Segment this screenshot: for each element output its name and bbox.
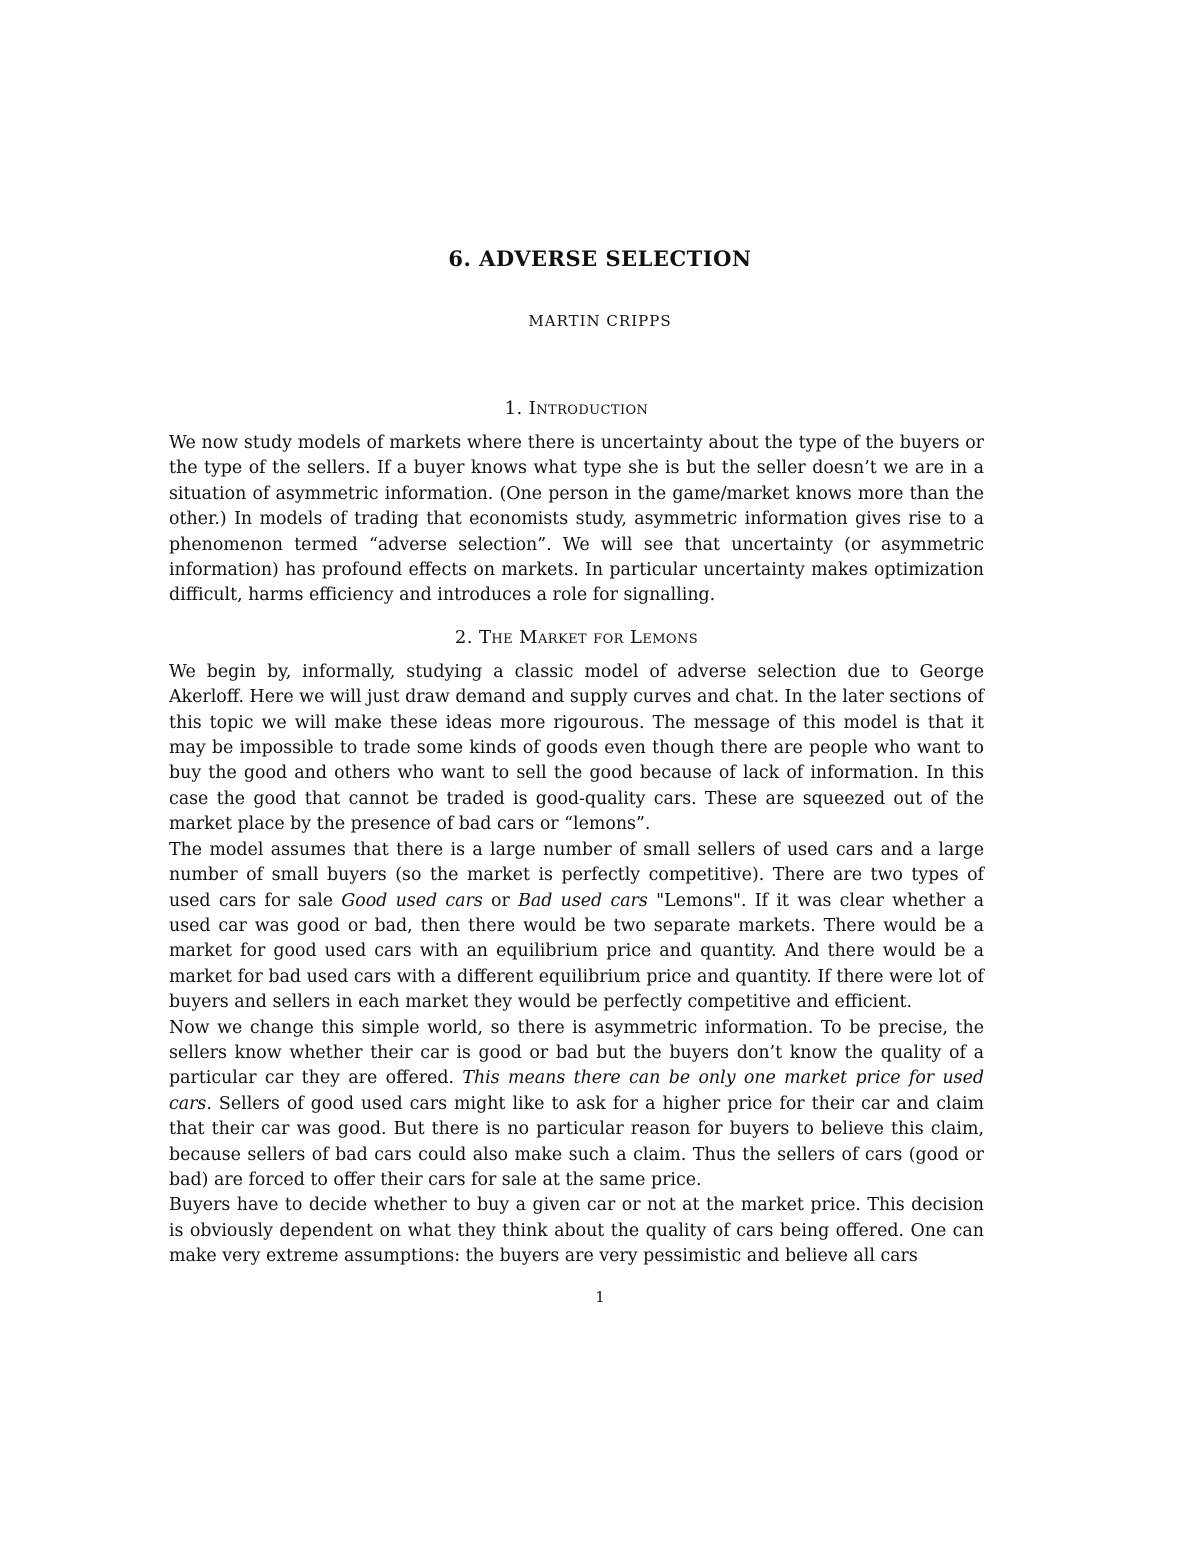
paragraph-intro: We now study models of markets where there is uncertainty about the type of the buyers or the type of the sellers. If a buyer knows what type she is but the seller doesn’t we are in a situation of asymmetric information. (One person in the game/market knows more than the other.) In models of trading that economists study, asymmetric information gives rise to a phenomenon termed “adverse selection”. We will see that uncertainty (or asymmetric information) has profound effects on markets. In particular uncertainty makes optimization difficult, harms efficiency and introduces a role for signalling. xyxy=(169,433,984,606)
section-heading-market-for-lemons: 2. The Market for Lemons xyxy=(454,626,699,648)
italic-bad-used-cars: Bad used cars xyxy=(518,890,648,911)
text-run: The model assumes that there is a large number of small sellers of used cars and a large number of small buyers (so the market is perfectly competitive). There are two types of used cars for sale xyxy=(169,839,984,911)
section-heading-introduction: 1. Introduction xyxy=(504,398,649,419)
text-run: or xyxy=(482,890,519,911)
paragraph-lemons-1: We begin by, informally, studying a classic model of adverse selection due to George Akerloff. Here we will just draw demand and supply curves and chat. In the later sections of this topic we will make these ideas more rigourous. The message of this model is that it may be impossible to trade some kinds of goods even though there are people who want to buy the good and others who want to sell the good because of lack of information. In this case the good that cannot be traded is good-quality cars. These are squeezed out of the market place by the presence of bad cars or “lemons”. xyxy=(169,661,984,835)
text-run: "Lemons". If it was clear whether a used car was good or bad, then there would be two separate markets. There would be a market for good used cars with an equilibrium price and quantity. And there would be a market for bad used cars with a different equilibrium price and quantity. If there were lot of buyers and sellers in each market they would be perfectly competitive and efficient. xyxy=(169,890,984,1013)
italic-good-used-cars: Good used cars xyxy=(341,890,483,911)
paragraph-lemons-4: Buyers have to decide whether to buy a given car or not at the market price. This decision is obviously dependent on what they think about the quality of cars being offered. One can make very extreme assumptions: the buyers are very pessimistic and believe all cars xyxy=(169,1195,984,1267)
paragraph-lemons-3 xyxy=(169,1016,984,1194)
paragraph-lemons-2 xyxy=(169,838,984,1016)
page-number: 1 xyxy=(595,1288,605,1306)
text-run: Now we change this simple world, so there is asymmetric information. To be precise, the sellers know whether their car is good or bad but the buyers don’t know the quality of a particular car they are offered. xyxy=(169,1017,984,1089)
italic-one-market-price: This means there can be only one market price for used cars. xyxy=(169,1068,984,1114)
paper-title: 6. ADVERSE SELECTION xyxy=(448,246,752,271)
author-name: MARTIN CRIPPS xyxy=(528,312,672,330)
text-run: Sellers of good used cars might like to ask for a higher price for their car and claim that their car was good. But there is no particular reason for buyers to believe this claim, because sellers of bad cars could also make such a claim. Thus the sellers of cars (good or bad) are forced to offer their cars for sale at the same price. xyxy=(169,1093,984,1190)
paper-body xyxy=(169,396,984,1270)
